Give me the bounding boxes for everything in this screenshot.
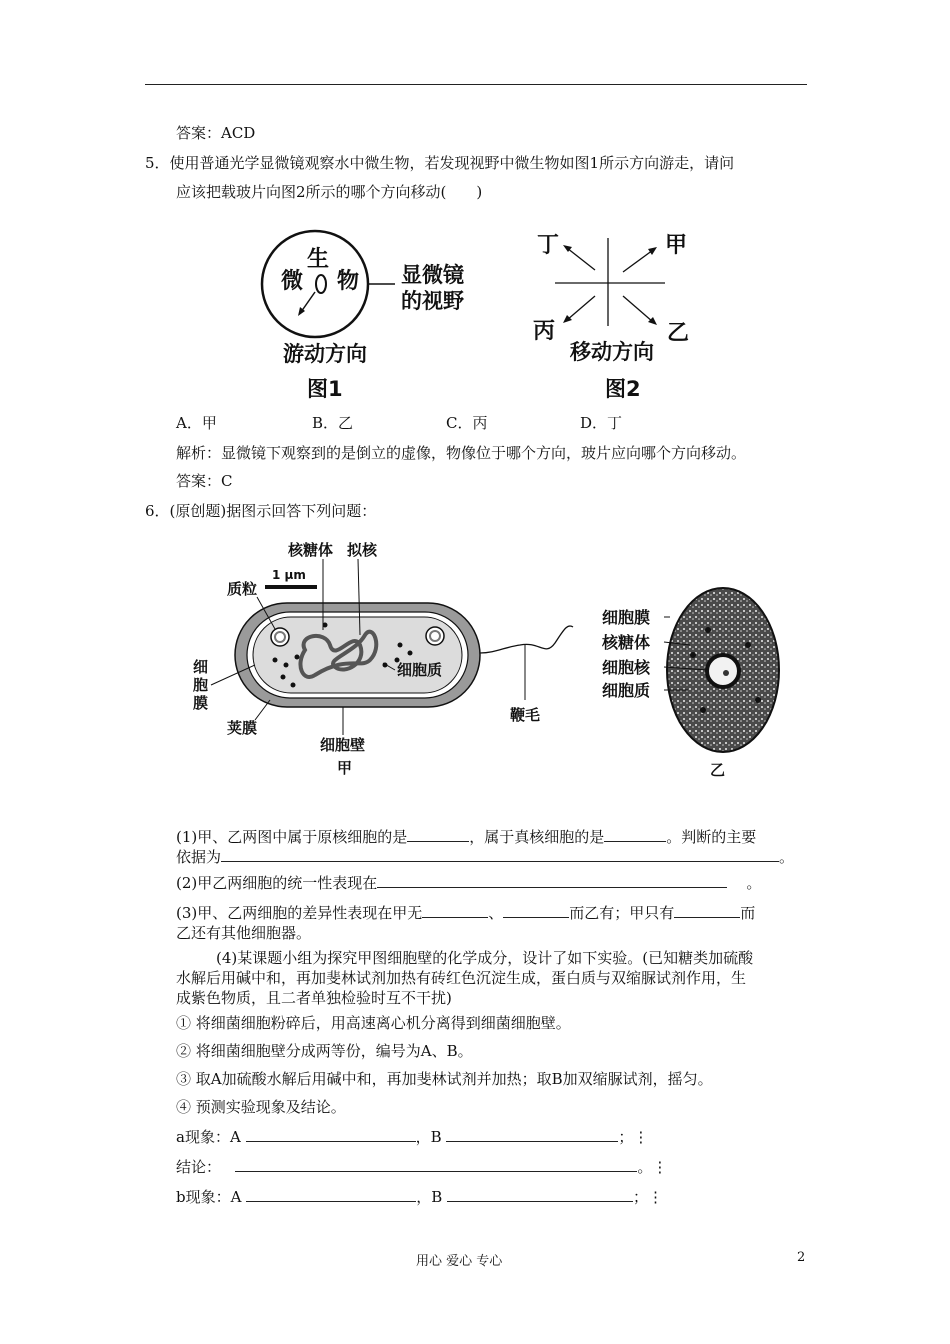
label-bing: 丙 bbox=[533, 319, 556, 344]
arrow-jia bbox=[623, 250, 653, 272]
q6-title: 6．(原创题)据图示回答下列问题： bbox=[145, 502, 377, 520]
option-c: C．丙 bbox=[446, 414, 488, 432]
header-rule bbox=[145, 84, 807, 85]
fig1-side-label-2: 的视野 bbox=[401, 289, 464, 313]
flagellum-line bbox=[480, 626, 573, 653]
label-plasmid: 质粒 bbox=[227, 580, 258, 598]
scale-label: 1 μm bbox=[272, 568, 306, 582]
q5-line1: 5．使用普通光学显微镜观察水中微生物，若发现视野中微生物如图1所示方向游走，请问 bbox=[145, 154, 735, 172]
step-2: ② 将细菌细胞壁分成两等份，编号为A、B。 bbox=[176, 1042, 473, 1060]
fig1-name: 图1 bbox=[307, 377, 343, 401]
fig1-char-2: 微 bbox=[281, 269, 304, 294]
sub3-line2: 乙还有其他细胞器。 bbox=[176, 924, 312, 942]
sub3-line1: (3)甲、乙两细胞的差异性表现在甲无 、 而乙有；甲只有 而 bbox=[176, 904, 756, 922]
arrow-yi bbox=[623, 296, 653, 322]
conclusion: 结论： 。⋮ bbox=[176, 1158, 668, 1176]
fig2-caption: 移动方向 bbox=[570, 340, 654, 364]
label-jia: 甲 bbox=[665, 233, 688, 258]
arrow-bing bbox=[567, 296, 595, 320]
label-nucleoid: 拟核 bbox=[347, 541, 378, 559]
sub1-line2: 依据为 。 bbox=[176, 848, 795, 866]
prev-answer: 答案：ACD bbox=[176, 124, 256, 142]
label-membrane-2: 胞 bbox=[193, 676, 209, 694]
label-eu-cytoplasm: 细胞质 bbox=[602, 681, 651, 700]
sub1-line1: (1)甲、乙两图中属于原核细胞的是 ，属于真核细胞的是 。判断的主要 bbox=[176, 828, 757, 846]
arrow-ding bbox=[567, 248, 595, 270]
fig1-char-1: 生 bbox=[307, 247, 330, 272]
label-membrane-1: 细 bbox=[193, 658, 209, 676]
label-ribosome: 核糖体 bbox=[288, 541, 334, 559]
label-jia: 甲 bbox=[337, 759, 353, 777]
label-eu-nucleus: 细胞核 bbox=[602, 658, 651, 677]
swim-direction-arrow bbox=[301, 292, 315, 312]
figure-eukaryote bbox=[598, 585, 798, 780]
label-wall: 细胞壁 bbox=[320, 736, 366, 754]
step-1: ① 将细菌细胞粉碎后，用高速离心机分离得到细菌细胞壁。 bbox=[176, 1014, 571, 1032]
label-eu-membrane: 细胞膜 bbox=[602, 608, 651, 627]
label-eu-ribosome: 核糖体 bbox=[602, 633, 651, 652]
sub4-line3: 成紫色物质，且二者单独检验时互不干扰) bbox=[176, 989, 452, 1007]
fig2-name: 图2 bbox=[605, 377, 641, 401]
fig1-caption: 游动方向 bbox=[283, 342, 367, 366]
option-b: B．乙 bbox=[312, 414, 354, 432]
label-cytoplasm: 细胞质 bbox=[397, 661, 443, 679]
step-4: ④ 预测实验现象及结论。 bbox=[176, 1098, 346, 1116]
figure-bacterium bbox=[185, 535, 590, 780]
label-membrane-3: 膜 bbox=[193, 694, 209, 712]
nucleus bbox=[707, 655, 739, 687]
plasmid-right bbox=[426, 627, 444, 645]
sub4-line2: 水解后用碱中和，再加斐林试剂加热有砖红色沉淀生成，蛋白质与双缩脲试剂作用，生 bbox=[176, 969, 747, 987]
option-d: D．丁 bbox=[580, 414, 623, 432]
q5-line2: 应该把载玻片向图2所示的哪个方向移动( ) bbox=[176, 183, 483, 201]
label-yi: 乙 bbox=[710, 761, 726, 779]
figure-2 bbox=[525, 228, 705, 403]
result-a: a现象：A ，B ；⋮ bbox=[176, 1128, 649, 1146]
label-flagellum: 鞭毛 bbox=[510, 706, 541, 724]
label-capsule: 荚膜 bbox=[227, 719, 258, 737]
label-ding: 丁 bbox=[537, 233, 560, 258]
scale-bar bbox=[265, 585, 317, 589]
fig1-side-label-1: 显微镜 bbox=[401, 263, 464, 287]
plasmid-left bbox=[271, 628, 289, 646]
q5-answer: 答案：C bbox=[176, 472, 233, 490]
sub2: (2)甲乙两细胞的统一性表现在 。 bbox=[176, 874, 762, 892]
result-b: b现象：A ，B ；⋮ bbox=[176, 1188, 664, 1206]
fig1-char-3: 物 bbox=[337, 269, 360, 294]
sub4-line1: (4)某课题小组为探究甲图细胞壁的化学成分，设计了如下实验。(已知糖类加硫酸 bbox=[216, 949, 754, 967]
option-a: A．甲 bbox=[176, 414, 217, 432]
page-number: 2 bbox=[797, 1250, 806, 1265]
q5-analysis: 解析：显微镜下观察到的是倒立的虚像，物像位于哪个方向，玻片应向哪个方向移动。 bbox=[176, 444, 747, 462]
microbe-shape bbox=[316, 275, 326, 293]
footer-center: 用心 爱心 专心 bbox=[416, 1254, 503, 1269]
figure-1 bbox=[255, 228, 485, 403]
step-3: ③ 取A加硫酸水解后用碱中和，再加斐林试剂并加热；取B加双缩脲试剂，摇匀。 bbox=[176, 1070, 713, 1088]
label-yi: 乙 bbox=[667, 321, 690, 346]
